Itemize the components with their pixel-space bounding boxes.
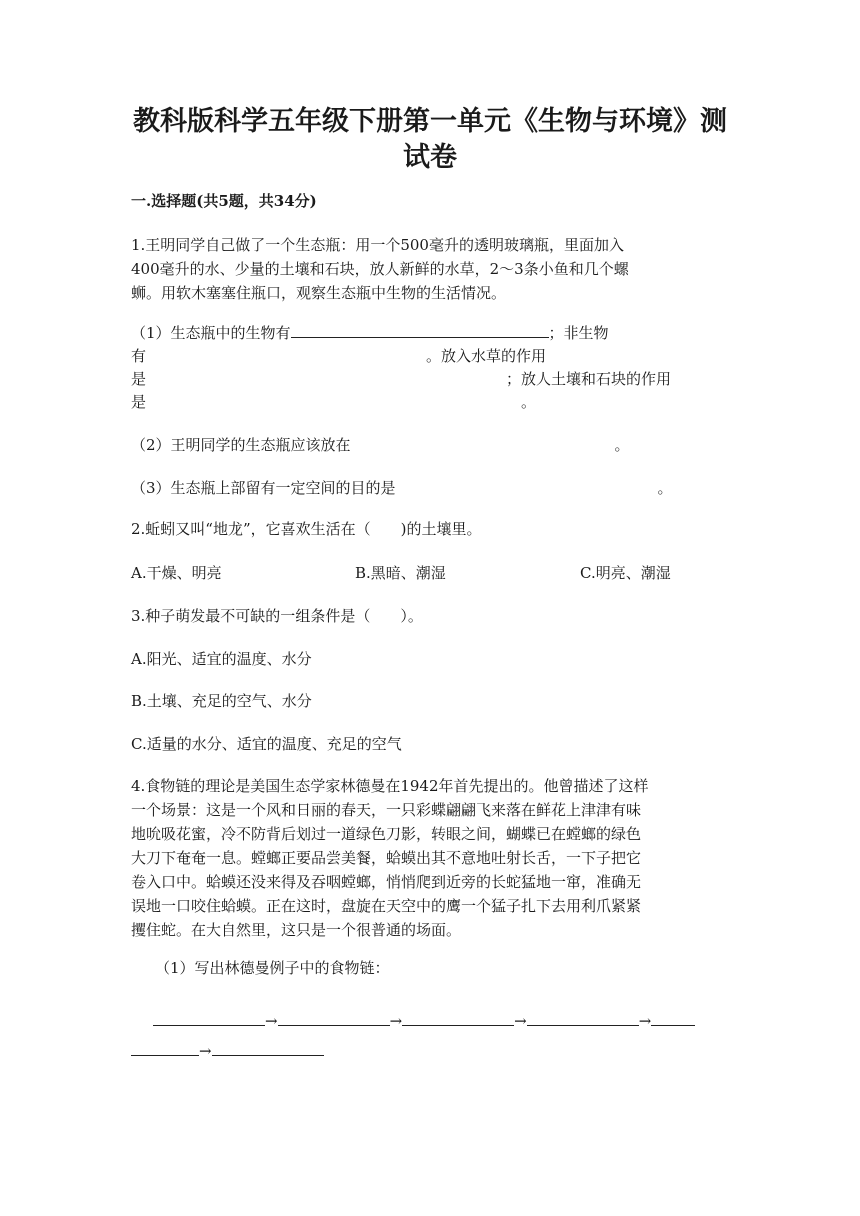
q1-part1-text-b: ；非生物 — [548, 324, 609, 342]
page-title-line1: 教科版科学五年级下册第一单元《生物与环境》测 — [133, 106, 727, 137]
food-chain-row1 — [153, 1010, 695, 1032]
food-chain-blank-4[interactable] — [527, 1013, 639, 1026]
q4-sub1: （1）写出林德曼例子中的食物链： — [155, 959, 390, 977]
q1-part1-text-a: （1）生态瓶中的生物有 — [131, 324, 291, 342]
q2-option-b[interactable]: B.黑暗、潮湿 — [355, 564, 446, 582]
arrow-icon: → — [265, 1012, 278, 1030]
arrow-icon: → — [199, 1042, 212, 1060]
food-chain-blank-3[interactable] — [402, 1013, 514, 1026]
q1-part1-text-c: 有 — [131, 347, 147, 365]
q4-paragraph-line3: 地吮吸花蜜，冷不防背后划过一道绿色刀影，转眼之间，蝴蝶已在螳螂的绿色 — [131, 825, 642, 843]
q2-stem: 2.蚯蚓又叫“地龙”，它喜欢生活在（ )的土壤里。 — [131, 520, 482, 538]
arrow-icon: → — [389, 1012, 403, 1030]
q3-option-a[interactable]: A.阳光、适宜的温度、水分 — [131, 650, 312, 668]
q2-option-a[interactable]: A.干燥、明亮 — [131, 564, 222, 582]
arrow-icon: → — [514, 1012, 527, 1030]
q4-paragraph-line2: 一个场景：这是一个风和日丽的春天，一只彩蝶翩翩飞来落在鲜花上津津有味 — [131, 801, 642, 819]
q1-stem-line1: 1.王明同学自己做了一个生态瓶：用一个500毫升的透明玻璃瓶，里面加入 — [131, 236, 624, 254]
q1-part1-text-d: 。放入水草的作用 — [426, 347, 547, 365]
q1-part2-text: （2）王明同学的生态瓶应该放在 — [131, 436, 351, 454]
q3-option-b[interactable]: B.土壤、充足的空气、水分 — [131, 692, 312, 710]
q1-part1-line3 — [131, 368, 671, 390]
q1-part2 — [131, 434, 630, 456]
q1-part1-line1 — [131, 322, 609, 344]
q1-part3-end: 。 — [657, 479, 673, 497]
q1-stem-line2: 400毫升的水、少量的土壤和石块，放人新鲜的水草，2～3条小鱼和几个螺 — [131, 260, 629, 278]
q4-paragraph-line1: 4.食物链的理论是美国生态学家林德曼在1942年首先提出的。他曾描述了这样 — [131, 777, 649, 795]
answer-blank-nonliving[interactable] — [146, 347, 426, 361]
food-chain-row2 — [131, 1040, 324, 1062]
q1-part1-line4 — [131, 391, 536, 413]
q1-part3-text: （3）生态瓶上部留有一定空间的目的是 — [131, 479, 396, 497]
q1-part1-line2 — [131, 345, 546, 367]
q1-stem-line3: 蛳。用软木塞塞住瓶口，观察生态瓶中生物的生活情况。 — [131, 284, 507, 302]
answer-blank-placement[interactable] — [351, 436, 615, 450]
food-chain-blank-5a[interactable] — [651, 1013, 695, 1026]
q1-part2-end: 。 — [614, 436, 630, 454]
food-chain-blank-6[interactable] — [212, 1043, 324, 1056]
answer-blank-living[interactable] — [291, 323, 549, 338]
q4-paragraph-line6: 误地一口咬住蛤蟆。正在这时，盘旋在天空中的鹰一个猛子扎下去用利爪紧紧 — [131, 897, 642, 915]
q1-part1-text-f: ；放人土壤和石块的作用 — [506, 370, 672, 388]
food-chain-blank-1[interactable] — [153, 1013, 265, 1026]
section-heading: 一.选择题(共5题，共34分) — [131, 192, 317, 210]
q3-stem: 3.种子萌发最不可缺的一组条件是（ ）。 — [131, 607, 423, 625]
q2-option-c[interactable]: C.明亮、潮湿 — [580, 564, 671, 582]
q4-paragraph-line5: 卷入口中。蛤蟆还没来得及吞咽螳螂，悄悄爬到近旁的长蛇猛地一窜，准确无 — [131, 873, 642, 891]
q4-paragraph-line7: 攫住蛇。在大自然里，这只是一个很普通的场面。 — [131, 921, 462, 939]
answer-blank-soil-stone[interactable] — [146, 393, 521, 407]
page-title-line2: 试卷 — [403, 142, 457, 173]
q4-paragraph-line4: 大刀下奄奄一息。螳螂正要品尝美餐，蛤蟆出其不意地吐射长舌，一下子把它 — [131, 849, 642, 867]
q1-part1-text-e: 是 — [131, 370, 147, 388]
food-chain-blank-2[interactable] — [278, 1013, 390, 1026]
food-chain-blank-5b[interactable] — [131, 1043, 199, 1056]
q3-option-c[interactable]: C.适量的水分、适宜的温度、充足的空气 — [131, 735, 402, 753]
q1-part1-text-h: 。 — [521, 393, 537, 411]
answer-blank-waterweed[interactable] — [146, 370, 506, 384]
q1-part3 — [131, 477, 673, 499]
arrow-icon: → — [638, 1012, 652, 1030]
answer-blank-space-purpose[interactable] — [396, 479, 658, 493]
q1-part1-text-g: 是 — [131, 393, 147, 411]
